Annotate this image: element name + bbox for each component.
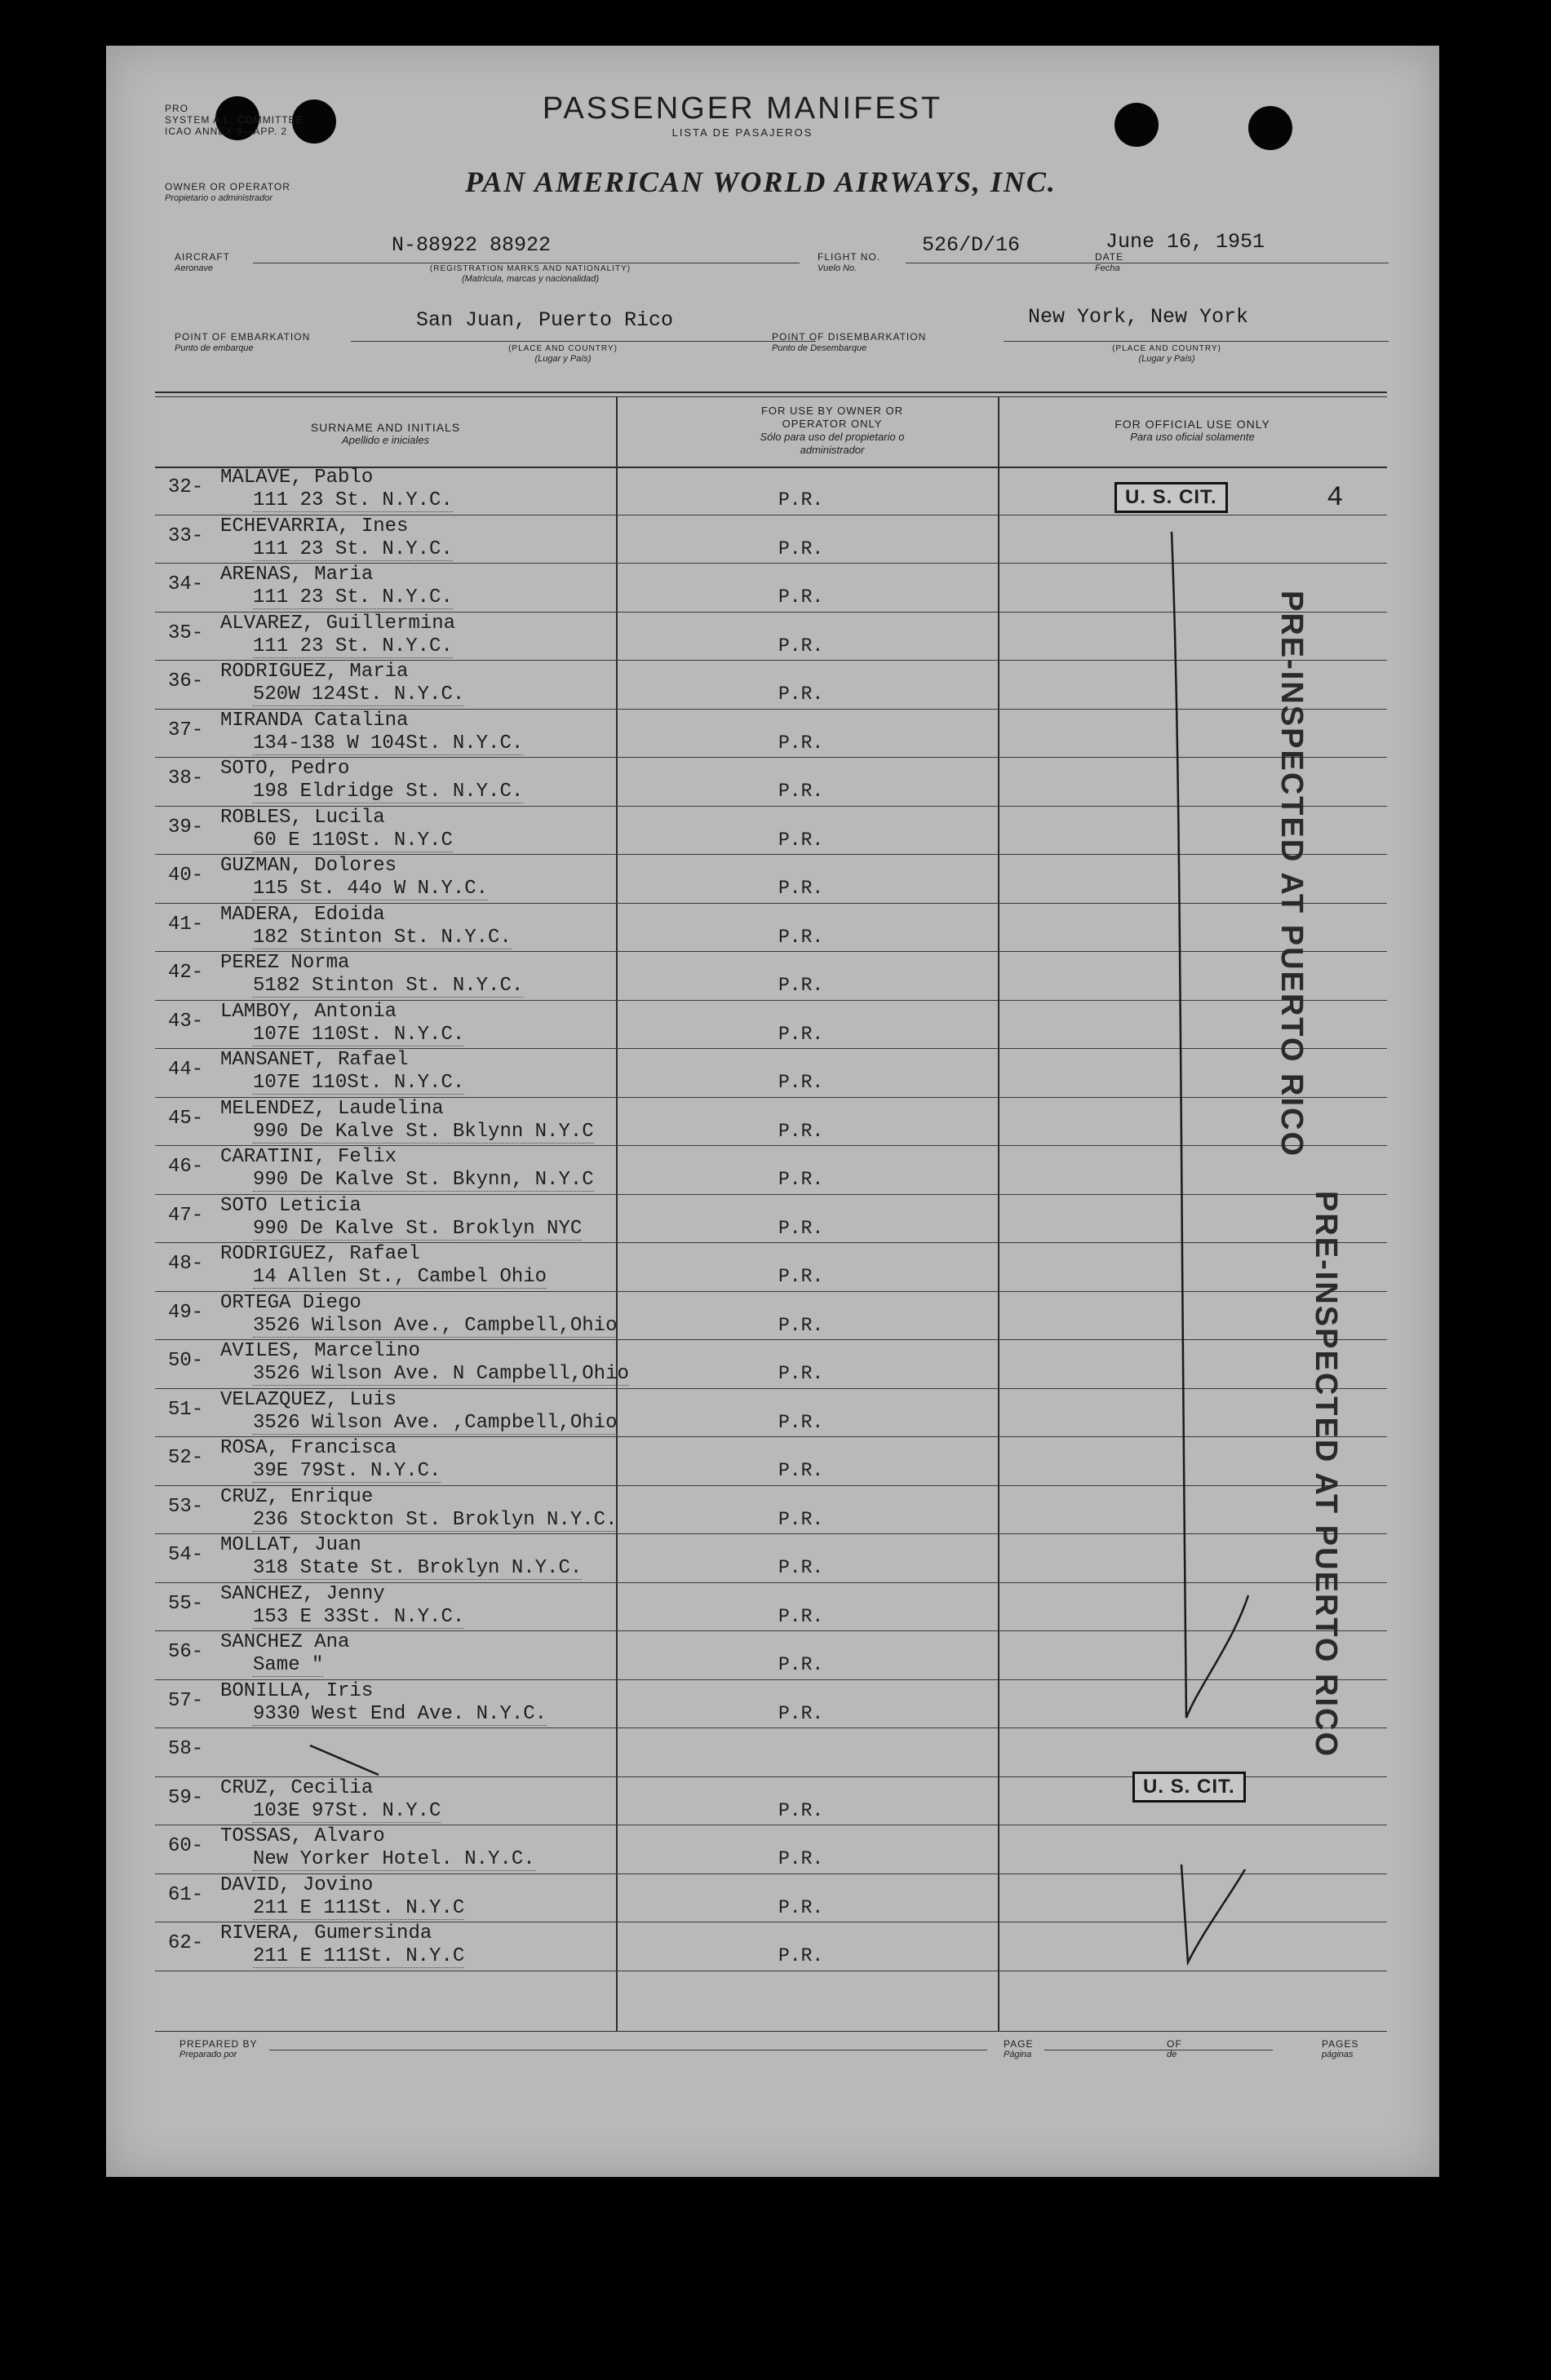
pages-label-text-es: páginas [1322, 2050, 1354, 2059]
form-reference-line: SYSTEM A.L. COMMITTEE [165, 114, 304, 126]
passenger-name: ARENAS, Maria [220, 564, 374, 586]
passenger-number: 49- [168, 1301, 204, 1324]
passenger-name: LAMBOY, Antonia [220, 1000, 397, 1023]
aircraft-value: N-88922 88922 [392, 233, 552, 257]
passenger-number: 41- [168, 913, 204, 936]
operator-use-code: P.R. [778, 489, 824, 511]
passenger-name: MADERA, Edoida [220, 903, 385, 926]
passenger-name: DAVID, Jovino [220, 1873, 374, 1896]
embark-label-es: Punto de embarque [175, 343, 254, 353]
embark-label-text: POINT OF EMBARKATION [175, 331, 311, 343]
form-reference-line: PRO [165, 103, 189, 114]
operator-use-code: P.R. [778, 1120, 824, 1142]
operator-use-code: P.R. [778, 1217, 824, 1239]
passenger-number: 39- [168, 816, 204, 838]
passenger-number: 45- [168, 1107, 204, 1130]
passenger-number: 60- [168, 1835, 204, 1857]
passenger-name: MOLLAT, Juan [220, 1534, 361, 1556]
surname-column-title-es: Apellido e iniciales [342, 434, 429, 446]
page-number-mark: 4 [1327, 483, 1344, 514]
pre-inspected-stamp: PRE-INSPECTED AT PUERTO RICO [1274, 591, 1309, 1158]
passenger-number: 53- [168, 1495, 204, 1518]
registration-caption-es: (Matrícula, marcas y nacionalidad) [461, 274, 600, 284]
operator-use-code: P.R. [778, 975, 824, 996]
passenger-number: 54- [168, 1544, 204, 1566]
operator-use-code: P.R. [778, 1411, 824, 1433]
passenger-number: 50- [168, 1350, 204, 1372]
passenger-address: Same " [253, 1654, 324, 1676]
passenger-number: 62- [168, 1932, 204, 1954]
owner-label-text: OWNER OR OPERATOR [165, 181, 290, 192]
passenger-address: 60 E 110St. N.Y.C [253, 829, 453, 852]
operator-use-code: P.R. [778, 829, 824, 851]
form-reference-line: ICAO ANNEX 9—APP. 2 [165, 126, 288, 137]
passenger-name: ROBLES, Lucila [220, 806, 385, 829]
manifest-sheet [106, 46, 1439, 2177]
embark-place-caption-text: (PLACE AND COUNTRY) [508, 344, 618, 353]
disembark-label-text: POINT OF DISEMBARKATION [772, 331, 927, 343]
official-use-column-title-es: Para uso oficial solamente [1130, 431, 1255, 443]
passenger-name: AVILES, Marcelino [220, 1340, 420, 1362]
operator-use-code: P.R. [778, 1363, 824, 1384]
embark-place-caption-es: (Lugar y País) [534, 354, 592, 364]
embark-value: San Juan, Puerto Rico [416, 308, 674, 332]
passenger-address: 107E 110St. N.Y.C. [253, 1023, 465, 1046]
passenger-address: 111 23 St. N.Y.C. [253, 586, 453, 608]
passenger-name: TOSSAS, Alvaro [220, 1825, 385, 1847]
disembark-value: New York, New York [1028, 305, 1249, 329]
passenger-number: 61- [168, 1883, 204, 1906]
pages-label [1322, 2039, 1358, 2060]
passenger-name: ECHEVARRIA, Ines [220, 515, 409, 537]
page-label-text-es: Página [1004, 2050, 1032, 2059]
check-mark-long [1172, 532, 1248, 1718]
operator-use-code: P.R. [778, 926, 824, 948]
passenger-name: MELENDEZ, Laudelina [220, 1097, 444, 1120]
operator-use-code: P.R. [778, 1557, 824, 1578]
aircraft-label-es: Aeronave [175, 263, 214, 273]
passenger-number: 33- [168, 524, 204, 547]
operator-use-code: P.R. [778, 537, 824, 560]
passenger-address: 111 23 St. N.Y.C. [253, 489, 453, 511]
passenger-address: 520W 124St. N.Y.C. [253, 683, 465, 706]
operator-use-code: P.R. [778, 732, 824, 754]
passenger-address: 111 23 St. N.Y.C. [253, 635, 453, 657]
check-mark-short [1181, 1865, 1245, 1962]
registration-caption-text: (REGISTRATION MARKS AND NATIONALITY) [429, 264, 631, 273]
passenger-address: 134-138 W 104St. N.Y.C. [253, 732, 524, 754]
operator-use-code: P.R. [778, 1799, 824, 1821]
passenger-number: 43- [168, 1010, 204, 1033]
passenger-name: SANCHEZ, Jenny [220, 1582, 385, 1605]
page-title: PASSENGER MANIFEST [542, 91, 943, 126]
disembark-label-es: Punto de Desembarque [772, 343, 867, 353]
passenger-name: ORTEGA Diego [220, 1291, 361, 1314]
passenger-address: 3526 Wilson Ave., Campbell,Ohio [253, 1314, 618, 1337]
passenger-address: 236 Stockton St. Broklyn N.Y.C. [253, 1508, 618, 1531]
passenger-number: 55- [168, 1592, 204, 1615]
operator-use-code: P.R. [778, 1266, 824, 1287]
passenger-address: 990 De Kalve St. Bklynn N.Y.C [253, 1120, 594, 1143]
operator-use-code: P.R. [778, 1169, 824, 1190]
passenger-address: 5182 Stinton St. N.Y.C. [253, 975, 524, 997]
passenger-name: RODRIGUEZ, Maria [220, 661, 409, 683]
operator-use-code: P.R. [778, 1654, 824, 1675]
passenger-name: MIRANDA Catalina [220, 709, 409, 732]
operator-use-code: P.R. [778, 1848, 824, 1869]
passenger-address: 990 De Kalve St. Bkynn, N.Y.C [253, 1169, 594, 1191]
passenger-name: GUZMAN, Dolores [220, 855, 397, 877]
operator-name: PAN AMERICAN WORLD AIRWAYS, INC. [465, 166, 1057, 198]
of-label-text-es: de [1167, 2050, 1177, 2059]
us-citizen-stamp-2: U. S. CIT. [1132, 1772, 1246, 1803]
passenger-name: SANCHEZ Ana [220, 1631, 350, 1653]
date-value: June 16, 1951 [1106, 230, 1265, 254]
prepared-by-label [179, 2039, 257, 2060]
passenger-number: 32- [168, 476, 204, 498]
disembark-place-caption-es: (Lugar y País) [1138, 354, 1195, 364]
passenger-name: ROSA, Francisca [220, 1437, 397, 1459]
pre-inspected-stamp-2: PRE-INSPECTED AT PUERTO RICO [1309, 1191, 1343, 1758]
page-subtitle: LISTA DE PASAJEROS [671, 126, 813, 139]
passenger-address: 111 23 St. N.Y.C. [253, 537, 453, 560]
passenger-number: 48- [168, 1253, 204, 1275]
flight-label-es: Vuelo No. [818, 263, 857, 273]
flight-label-text: FLIGHT NO. [818, 251, 881, 263]
of-label-text: OF [1167, 2038, 1182, 2050]
passenger-name: RODRIGUEZ, Rafael [220, 1243, 420, 1265]
check-marks [106, 46, 1439, 2177]
prepared-by-text-es: Preparado por [179, 2050, 237, 2059]
operator-use-code: P.R. [778, 1945, 824, 1966]
operator-use-code: P.R. [778, 635, 824, 657]
owner-label-es: Propietario o administrador [165, 193, 273, 203]
passenger-name: CARATINI, Felix [220, 1146, 397, 1168]
passenger-number: 56- [168, 1641, 204, 1663]
operator-use-code: P.R. [778, 781, 824, 802]
passenger-address: 3526 Wilson Ave. N Campbell,Ohio [253, 1363, 629, 1385]
passenger-address: 14 Allen St., Cambel Ohio [253, 1266, 547, 1288]
passenger-address: 211 E 111St. N.Y.C [253, 1896, 465, 1919]
passenger-number: 34- [168, 573, 204, 595]
operator-use-code: P.R. [778, 683, 824, 705]
passenger-address: New Yorker Hotel. N.Y.C. [253, 1848, 535, 1870]
passenger-number: 58- [168, 1738, 204, 1760]
passenger-number: 35- [168, 622, 204, 644]
passenger-number: 42- [168, 962, 204, 984]
passenger-name: SOTO Leticia [220, 1194, 361, 1217]
us-citizen-stamp: U. S. CIT. [1115, 482, 1228, 513]
passenger-number: 59- [168, 1786, 204, 1809]
footer-rule [155, 2031, 1387, 2032]
owner-use-column-title: FOR USE BY OWNER OR OPERATOR ONLY [760, 405, 904, 430]
passenger-number: 37- [168, 719, 204, 741]
passenger-address: 107E 110St. N.Y.C. [253, 1072, 465, 1094]
passenger-number: 36- [168, 670, 204, 692]
passenger-name: BONILLA, Iris [220, 1679, 374, 1702]
passenger-address: 103E 97St. N.Y.C [253, 1799, 441, 1822]
passenger-name: MALAVE, Pablo [220, 467, 374, 489]
passenger-address: 3526 Wilson Ave. ,Campbell,Ohio [253, 1411, 618, 1434]
date-label-es: Fecha [1095, 263, 1120, 273]
disembark-place-caption-text: (PLACE AND COUNTRY) [1112, 344, 1221, 353]
blank-entry-slash [310, 1745, 379, 1775]
page-label [1004, 2039, 1033, 2060]
passenger-address: 115 St. 44o W N.Y.C. [253, 878, 489, 900]
date-label-text: DATE [1095, 251, 1124, 263]
operator-use-code: P.R. [778, 878, 824, 899]
passenger-address: 990 De Kalve St. Broklyn NYC [253, 1217, 583, 1240]
aircraft-label-text: AIRCRAFT [175, 251, 230, 263]
passenger-address: 318 State St. Broklyn N.Y.C. [253, 1557, 583, 1579]
passenger-number: 38- [168, 768, 204, 790]
flight-value: 526/D/16 [922, 233, 1021, 257]
passenger-address: 39E 79St. N.Y.C. [253, 1460, 441, 1482]
passenger-address: 182 Stinton St. N.Y.C. [253, 926, 512, 949]
passenger-name: VELAZQUEZ, Luis [220, 1388, 397, 1411]
passenger-name: ALVAREZ, Guillermina [220, 612, 456, 635]
operator-use-code: P.R. [778, 1314, 824, 1336]
page-label-text: PAGE [1004, 2038, 1034, 2050]
operator-use-code: P.R. [778, 1605, 824, 1627]
passenger-number: 40- [168, 865, 204, 887]
operator-use-code: P.R. [778, 586, 824, 608]
operator-use-code: P.R. [778, 1896, 824, 1918]
passenger-address: 198 Eldridge St. N.Y.C. [253, 781, 524, 803]
pages-label-text: PAGES [1322, 2038, 1359, 2050]
passenger-address: 9330 West End Ave. N.Y.C. [253, 1702, 547, 1725]
passenger-number: 57- [168, 1689, 204, 1712]
passenger-name: CRUZ, Cecilia [220, 1776, 374, 1799]
passenger-name: MANSANET, Rafael [220, 1049, 409, 1071]
owner-use-column-title-es: Sólo para uso del propietario o administrador [760, 431, 905, 456]
of-label [1167, 2039, 1182, 2060]
operator-use-code: P.R. [778, 1023, 824, 1045]
operator-use-code: P.R. [778, 1508, 824, 1530]
passenger-address: 211 E 111St. N.Y.C [253, 1945, 465, 1967]
operator-use-code: P.R. [778, 1072, 824, 1093]
passenger-name: RIVERA, Gumersinda [220, 1922, 432, 1944]
operator-use-code: P.R. [778, 1702, 824, 1724]
passenger-address: 153 E 33St. N.Y.C. [253, 1605, 465, 1628]
passenger-name: PEREZ Norma [220, 952, 350, 974]
surname-column-title: SURNAME AND INITIALS [310, 421, 461, 434]
operator-use-code: P.R. [778, 1460, 824, 1481]
passenger-number: 44- [168, 1059, 204, 1081]
passenger-number: 47- [168, 1204, 204, 1227]
passenger-name: SOTO, Pedro [220, 758, 350, 780]
passenger-name: CRUZ, Enrique [220, 1485, 374, 1508]
passenger-number: 51- [168, 1398, 204, 1421]
prepared-by-text: PREPARED BY [179, 2038, 258, 2050]
official-use-column-title: FOR OFFICIAL USE ONLY [1115, 418, 1270, 431]
passenger-number: 46- [168, 1156, 204, 1178]
passenger-number: 52- [168, 1447, 204, 1469]
